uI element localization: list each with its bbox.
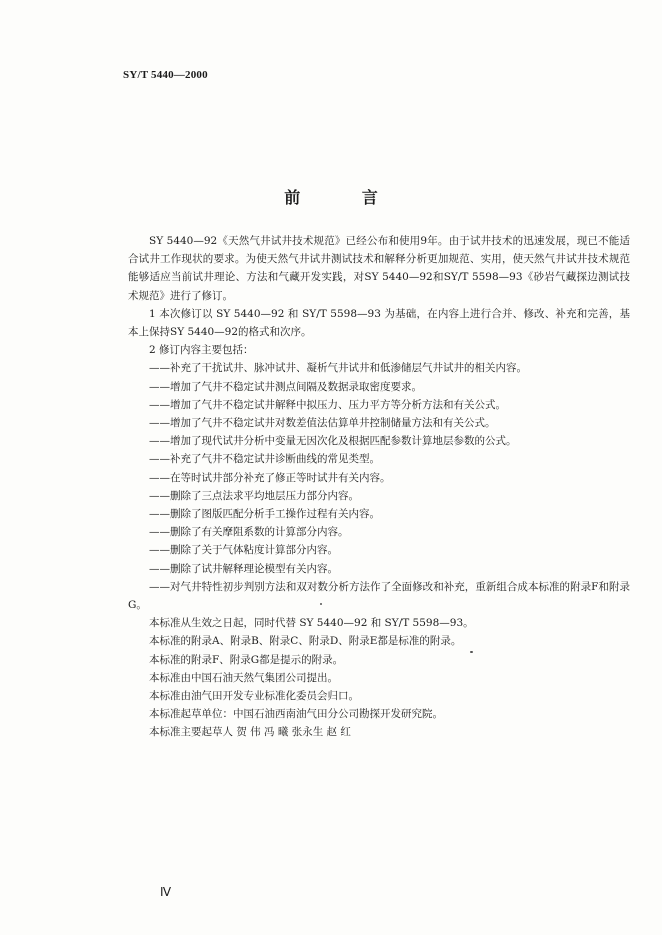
proposer-statement: 本标准由中国石油天然气集团公司提出。 xyxy=(149,671,338,684)
revision-list-intro: 2 修订内容主要包括： xyxy=(149,344,254,357)
foreword-body xyxy=(128,232,630,742)
committee-statement: 本标准由油气田开发专业标准化委员会归口。 xyxy=(149,690,359,703)
page-number: Ⅳ xyxy=(160,885,172,899)
normative-annex-statement: 本标准的附录A、附录B、附录C、附录D、附录E都是标准的附录。 xyxy=(149,635,462,648)
page-title: 前 言 xyxy=(284,188,406,207)
scan-speck xyxy=(320,603,322,605)
revision-item: ——删除了三点法求平均地层压力部分内容。 xyxy=(149,489,359,502)
revision-item: ——在等时试井部分补充了修正等时试井有关内容。 xyxy=(149,471,391,484)
revision-basis-paragraph: 1 本次修订以 SY 5440—92 和 SY/T 5598—93 为基础，在内容上进行合并、修改、补充和完善，基本上保持SY 5440—92的格式和次序。 xyxy=(128,307,630,339)
revision-item: ——删除了关于气体粘度计算部分内容。 xyxy=(149,544,338,557)
standard-code-header: SY/T 5440—2000 xyxy=(123,69,208,81)
replacement-statement: 本标准从生效之日起，同时代替 SY 5440—92 和 SY/T 5598—93。 xyxy=(149,617,474,630)
revision-item: ——删除了试井解释理论模型有关内容。 xyxy=(149,562,338,575)
revision-item: ——补充了干扰试井、脉冲试井、凝析气井试井和低渗储层气井试井的相关内容。 xyxy=(149,362,527,375)
revision-item: ——补充了气井不稳定试井诊断曲线的常见类型。 xyxy=(149,453,380,466)
scan-speck xyxy=(470,651,473,653)
intro-paragraph: SY 5440—92《天然气井试井技术规范》已经公布和使用9年。由于试井技术的迅速发展，现已不能适合试井工作现状的要求。为使天然气井试井测试技术和解释分析更加规范、实用，使天然气井试井技术规范能够适应当前试井理论、方法和气藏开发实践，对SY 5440—92和SY/T 5598—93《砂岩气藏探边测试技术规范》进行了修订。 xyxy=(128,235,630,302)
standard-info xyxy=(128,614,630,741)
revision-item: ——删除了有关摩阻系数的计算部分内容。 xyxy=(149,526,349,539)
revision-item: ——删除了图版匹配分析手工操作过程有关内容。 xyxy=(149,508,380,521)
revision-item: ——增加了现代试井分析中变量无因次化及根据匹配参数计算地层参数的公式。 xyxy=(149,435,517,448)
revision-item: ——增加了气井不稳定试井对数差值法估算单井控制储量方法和有关公式。 xyxy=(149,417,496,430)
revision-item: ——增加了气井不稳定试井测点间隔及数据录取密度要求。 xyxy=(149,380,422,393)
revision-item: ——对气井特性初步判别方法和双对数分析方法作了全面修改和补充，重新组合成本标准的附录F和附录G。 xyxy=(128,580,630,612)
informative-annex-statement: 本标准的附录F、附录G都是提示的附录。 xyxy=(149,653,344,666)
drafting-unit-statement: 本标准起草单位：中国石油西南油气田分公司勘探开发研究院。 xyxy=(149,708,443,721)
revision-list xyxy=(128,359,630,614)
drafters-statement: 本标准主要起草人 贺 伟 冯 曦 张永生 赵 红 xyxy=(149,726,351,739)
revision-item: ——增加了气井不稳定试井解释中拟压力、压力平方等分析方法和有关公式。 xyxy=(149,398,506,411)
